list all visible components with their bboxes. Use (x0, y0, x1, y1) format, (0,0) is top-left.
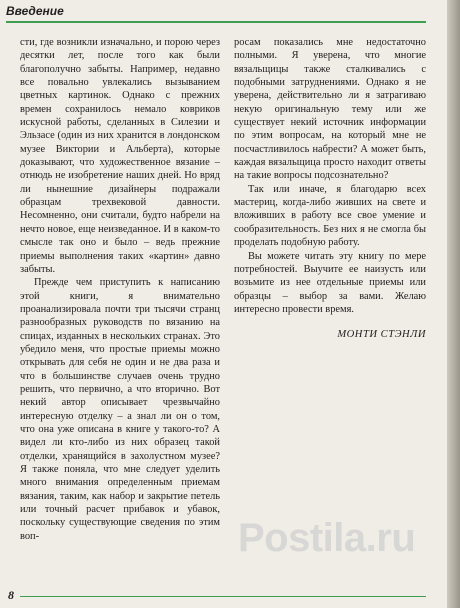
footer-divider (20, 596, 426, 597)
watermark-logo: Postila.ru (238, 516, 416, 560)
page-edge-shadow (447, 0, 460, 608)
body-paragraph: Так или иначе, я благодарю всех мастериц, когда-либо живших на свете и вложивших в работу все свое умение и сообразительность. Без них я не смогла бы проделать подобную работу. (234, 183, 426, 249)
section-title: Введение (6, 4, 64, 18)
page-header (0, 0, 460, 26)
header-divider (6, 21, 426, 23)
body-paragraph: Вы можете читать эту книгу по мере потребностей. Выучите ее наизусть или возьмите из нее отдельные приемы или образцы – выбор за вами. Желаю интересно провести время. (234, 250, 426, 315)
body-paragraph: росам показались мне недостаточно полными. Я уверена, что многие вязальщицы также сталкивались с подобными затруднениями. Однако я не уверена, действительно ли я затрагиваю некую оригинальную тему или же существует некий источник информации по этим вопросам, на который мне не посчастливилось набрести? А может быть, каждая вязальщица просто находит ответы на такие вопросы подсознательно? (234, 37, 426, 182)
body-paragraph: сти, где возникли изначально, и порою через десятки лет, после того как были благополучно забыты. Например, недавно все повально увлекались вызыванием цветных картинок. Однако с прежних времен сохранилось немало ковриков искусной работы, сделанных в Силезии и Эльзасе (один из них хранится в лондонском музее Виктории и Альберта), которые доказывают, что художественное вязание – отнюдь не изобретение наших дней. Но вряд ли нынешние дизайнеры подражали образцам трехвековой давности. Несомненно, они считали, будто набрели на нечто новое, еще неизведанное. И в каком-то смысле так оно и было – ведь прежние приемы выполнения таких «картин» давно забыты. (20, 37, 220, 275)
body-paragraph: Прежде чем приступить к написанию этой книги, я внимательно проанализировала почти три тысячи странц разнообразных руководств по вязанию на спицах, изданных в нескольких странах. Это убедило меня, что простые приемы можно открывать для себя не один и не два раза и что в большинстве случаев очень трудно решить, что первично, а что вторично. Вот некий автор описывает чрезвычайно интересную отделку – а знал ли он о том, что она уже описана в книге у такого-то? А видел ли кто-либо из них образец такой отделки, хранящийся в захолустном музее? Я также поняла, что мне следует уделить много внимания определенным приемам вязания, таким, как набор и закрытие петель или точный расчет прибавок и убавок, поскольку существующие сведения по этим воп- (20, 277, 220, 542)
left-column (20, 36, 220, 543)
right-column (234, 36, 426, 342)
author-signature: МОНТИ СТЭНЛИ (337, 329, 426, 341)
page-number: 8 (8, 588, 14, 602)
